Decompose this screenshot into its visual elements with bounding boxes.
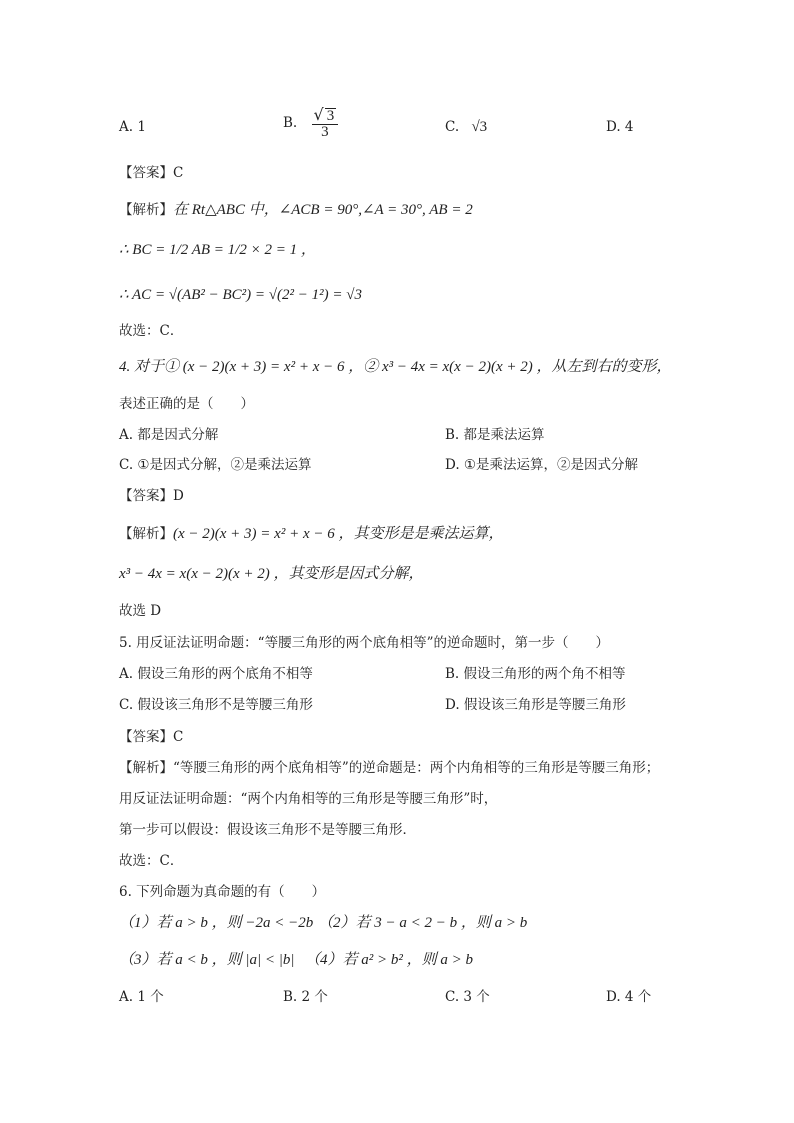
- q4-option-c[interactable]: C. ①是因式分解，②是乘法运算: [119, 457, 312, 473]
- q4-analysis-text-1: (x − 2)(x + 3) = x² + x − 6 ，其变形是是乘法运算，: [173, 526, 504, 542]
- q6-option-a[interactable]: A. 1 个: [119, 989, 164, 1005]
- q3-analysis-text-1: 在 Rt△ABC 中，∠ACB = 90°,∠A = 30°, AB = 2: [173, 202, 473, 218]
- q4-conclusion: 故选 D: [119, 603, 162, 619]
- q4-option-a[interactable]: A. 都是因式分解: [119, 427, 219, 443]
- q4-stem-text: 4. 对于① (x − 2)(x + 3) = x² + x − 6 ，② x³ − 4x = x(x − 2)(x + 2) ，从左到右的变形，: [119, 359, 672, 375]
- q3-analysis-3: [119, 285, 362, 305]
- q3-option-c[interactable]: [445, 117, 487, 137]
- q3-option-a[interactable]: A. 1: [119, 119, 146, 135]
- q6-stem: 6. 下列命题为真命题的有（ ）: [119, 884, 326, 900]
- q5-option-c[interactable]: C. 假设该三角形不是等腰三角形: [119, 697, 313, 713]
- q6-option-d[interactable]: D. 4 个: [606, 989, 652, 1005]
- q4-analysis-2: [119, 564, 424, 584]
- q6-item-2-text: （2）若 3 − a < 2 − b ，则 a > b: [318, 915, 528, 931]
- q3-analysis-text-3: ∴ AC = √(AB² − BC²) = √(2² − 1²) = √3: [119, 287, 362, 303]
- q3-analysis-1: [119, 200, 473, 220]
- q4-stem-2: 表述正确的是（ ）: [119, 396, 254, 412]
- q4-option-b[interactable]: B. 都是乘法运算: [445, 427, 545, 443]
- q3-analysis-2: [119, 240, 316, 260]
- q3-analysis-text-2: ∴ BC = 1/2 AB = 1/2 × 2 = 1 ，: [119, 242, 316, 258]
- q4-answer: 【答案】D: [119, 488, 184, 504]
- q5-answer: 【答案】C: [119, 729, 184, 745]
- q5-conclusion: 故选：C．: [119, 853, 184, 869]
- q5-analysis-text-1: “等腰三角形的两个底角相等”的逆命题是：两个内角相等的三角形是等腰三角形；: [173, 760, 660, 776]
- q3-conclusion: 故选：C．: [119, 323, 184, 339]
- q5-analysis-2: 用反证法证明命题：“两个内角相等的三角形是等腰三角形”时，: [119, 791, 498, 807]
- q4-analysis-1: [119, 524, 503, 544]
- q6-option-b[interactable]: B. 2 个: [283, 989, 328, 1005]
- q6-item-3: [119, 950, 295, 970]
- q3-answer: 【答案】C: [119, 165, 184, 181]
- q5-analysis-3: 第一步可以假设：假设该三角形不是等腰三角形．: [119, 822, 416, 838]
- q5-option-b[interactable]: B. 假设三角形的两个角不相等: [445, 666, 626, 682]
- q6-option-c[interactable]: C. 3 个: [445, 989, 490, 1005]
- q3-option-b-fraction: $\frac{√ 3}{3}$: [312, 108, 339, 139]
- q3-analysis-label: 【解析】: [119, 202, 173, 218]
- q5-analysis-label: 【解析】: [119, 760, 173, 776]
- q5-analysis-1: [119, 758, 659, 778]
- q3-option-b[interactable]: [283, 105, 340, 140]
- q6-item-3-text: （3）若 a < b ，则 |a| < |b|: [119, 952, 295, 968]
- q3-option-d[interactable]: D. 4: [606, 119, 634, 135]
- q5-stem: 5. 用反证法证明命题：“等腰三角形的两个底角相等”的逆命题时，第一步（ ）: [119, 635, 609, 651]
- q3-option-b-label: B.: [283, 115, 298, 131]
- q6-item-2: [318, 913, 527, 933]
- q5-option-d[interactable]: D. 假设该三角形是等腰三角形: [445, 697, 626, 713]
- q4-analysis-text-2: x³ − 4x = x(x − 2)(x + 2) ，其变形是因式分解，: [119, 566, 424, 582]
- q4-stem: [119, 357, 671, 377]
- q6-item-4: [305, 950, 473, 970]
- q6-item-4-text: （4）若 a² > b² ，则 a > b: [305, 952, 473, 968]
- q6-item-1: [119, 913, 313, 933]
- q5-option-a[interactable]: A. 假设三角形的两个底角不相等: [119, 666, 313, 682]
- q4-option-d[interactable]: D. ①是乘法运算，②是因式分解: [445, 457, 639, 473]
- q3-option-c-label: C.: [445, 119, 460, 135]
- q4-analysis-label: 【解析】: [119, 526, 173, 542]
- q3-option-c-value: √3: [471, 119, 488, 135]
- q6-item-1-text: （1）若 a > b ，则 −2a < −2b: [119, 915, 314, 931]
